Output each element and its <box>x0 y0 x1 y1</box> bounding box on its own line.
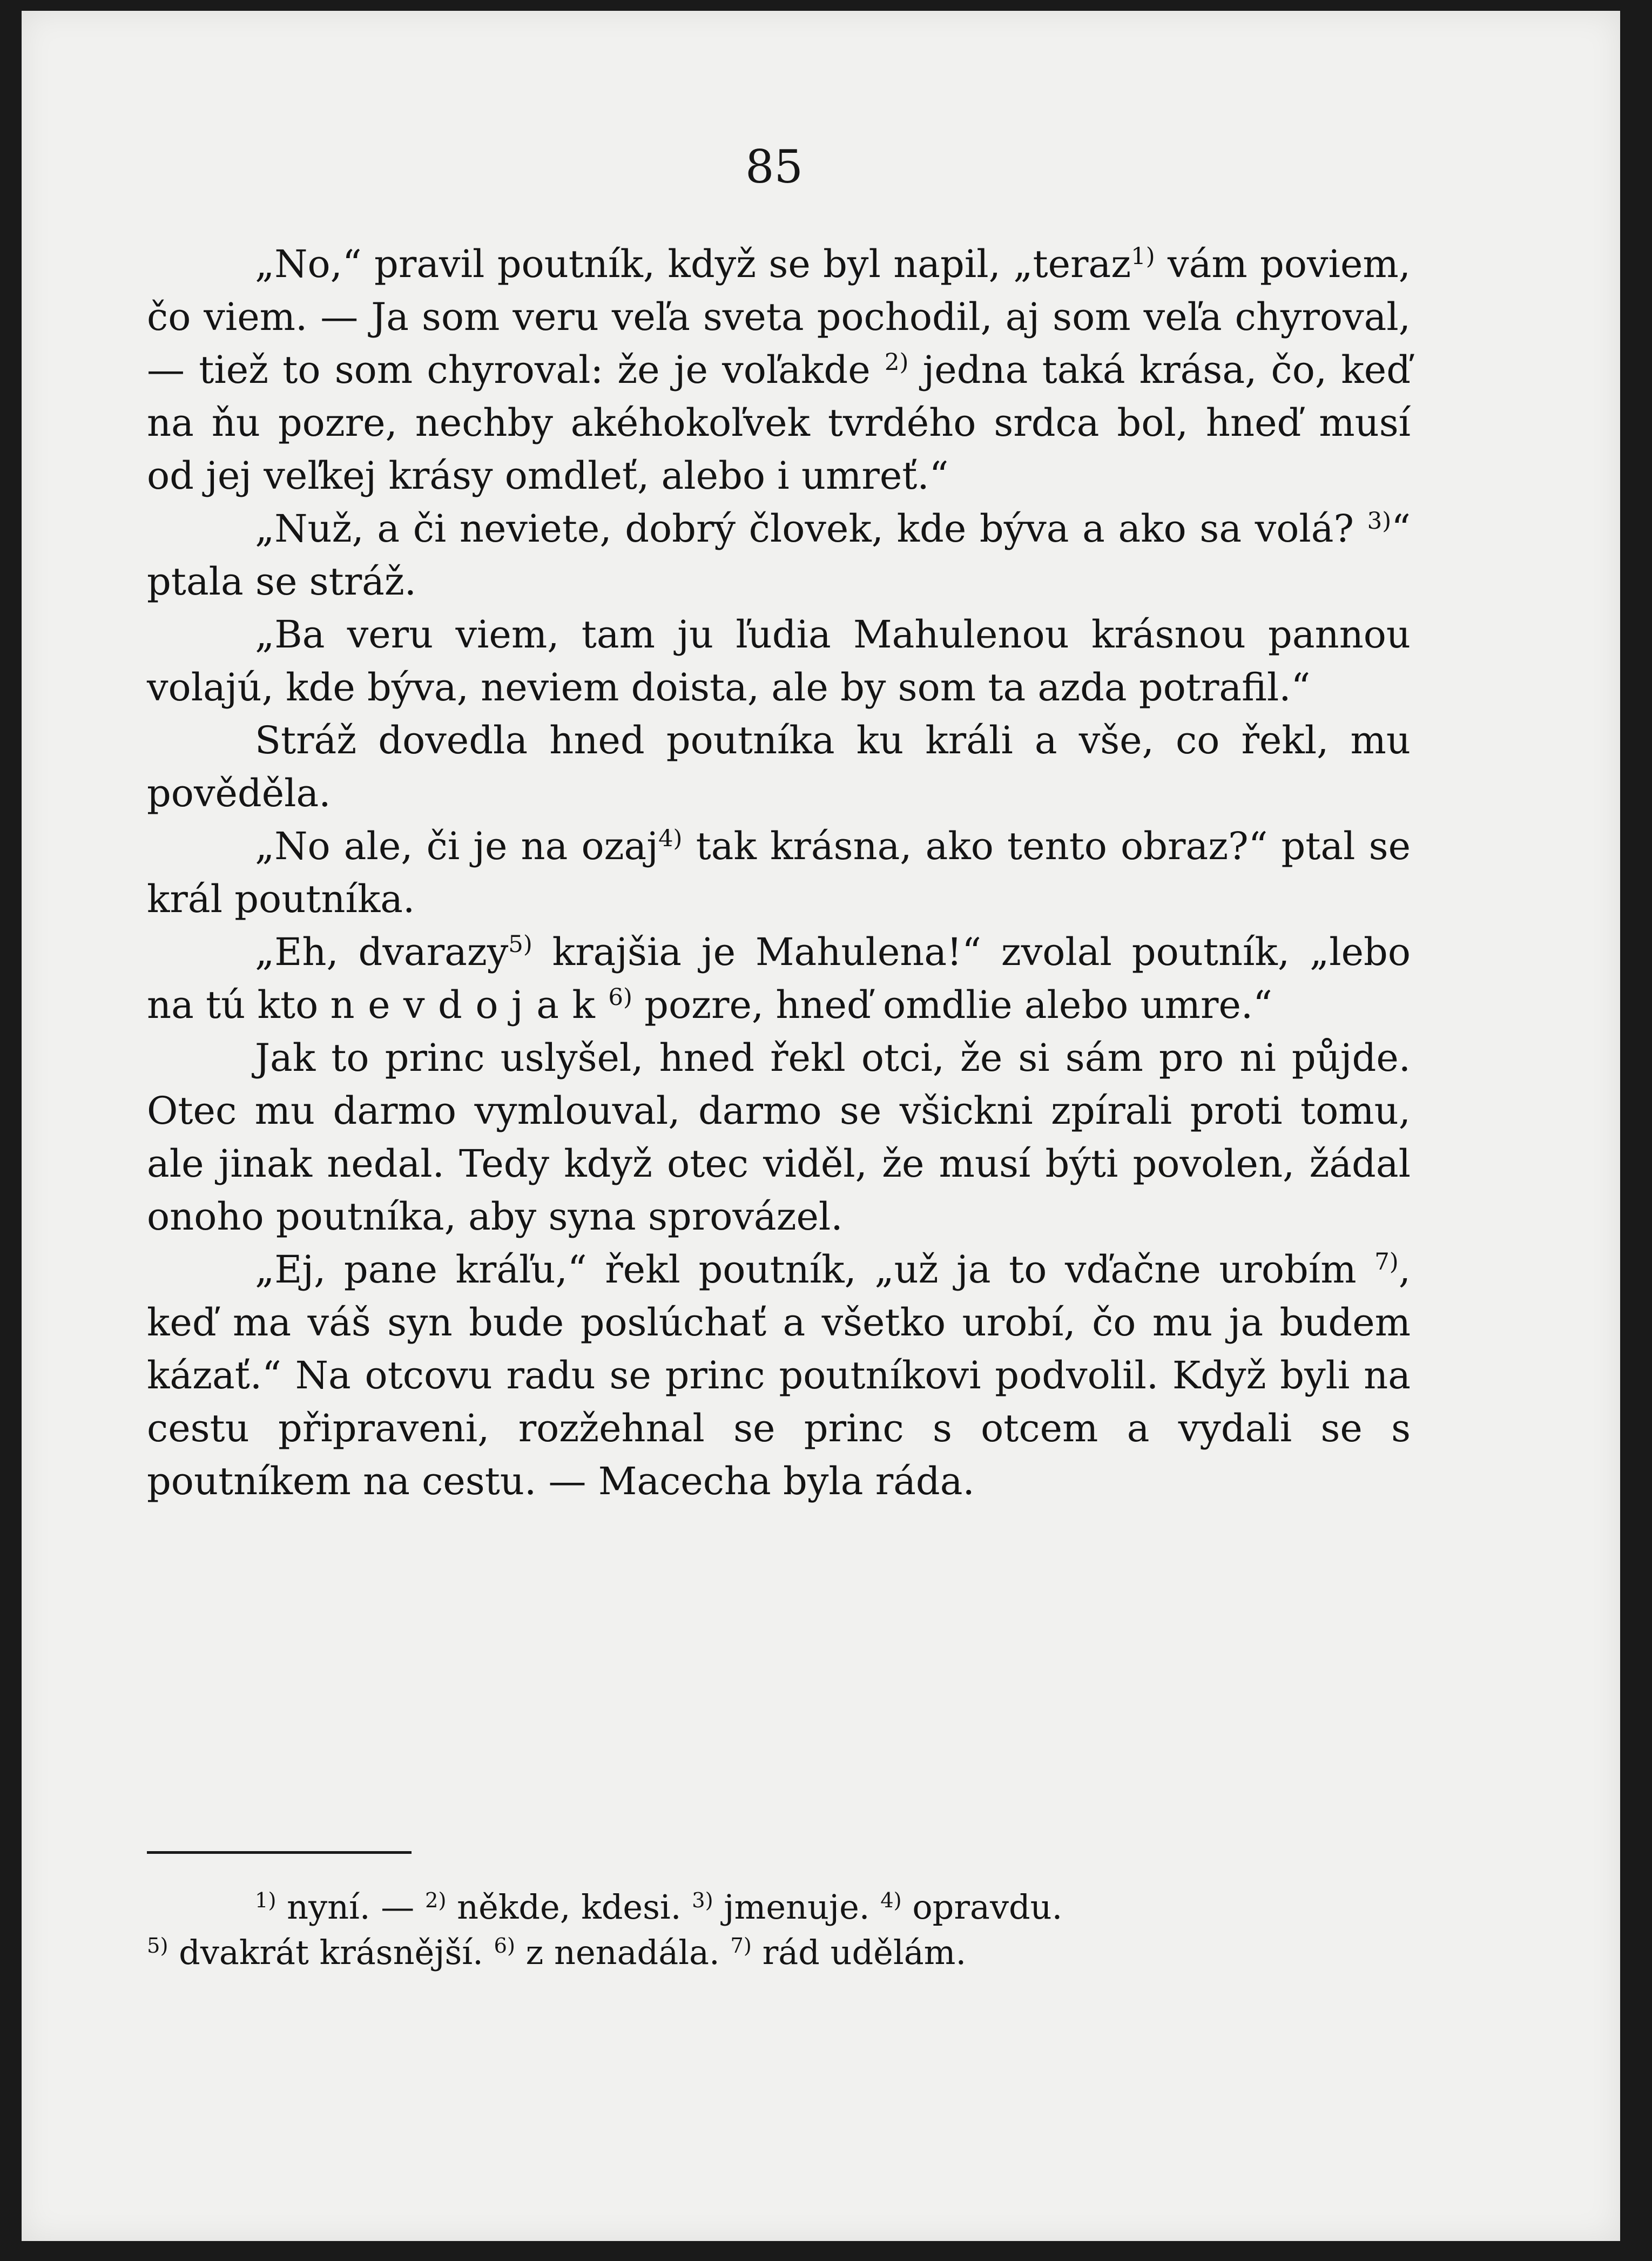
paragraph <box>147 714 1411 820</box>
paragraph <box>147 238 1411 502</box>
footnote-line <box>147 1885 1411 1930</box>
footnote-marker: 6) <box>494 1933 515 1958</box>
footnote-marker: 3) <box>1367 508 1392 535</box>
footnote-marker: 6) <box>608 984 632 1011</box>
footnote-marker: 5) <box>147 1933 168 1958</box>
footnote-marker: 2) <box>884 349 909 376</box>
paragraph <box>147 820 1411 926</box>
footnote-marker: 4) <box>658 825 683 853</box>
body-text <box>147 238 1411 1508</box>
text-run: pozre, hneď omdlie alebo umre.“ <box>632 983 1272 1027</box>
footnote-line <box>147 1930 1411 1975</box>
footnote-marker: 2) <box>425 1888 447 1913</box>
text-run: jmenuje. <box>713 1887 881 1927</box>
paragraph <box>147 608 1411 714</box>
footnote-marker: 1) <box>1131 243 1155 271</box>
emphasized-word: nevdojak <box>330 983 609 1027</box>
text-run: , keď ma váš syn bude poslúchať a všetko urobí, čo mu ja budem kázať.“ Na otcovu radu se princ poutníkovi podvolil. Když byli na cestu připraveni, rozžehnal se princ s otcem a vydali se s poutníkem na cestu. — Macecha byla ráda. <box>147 1247 1411 1503</box>
text-run: „No ale, či je na ozaj <box>255 824 658 868</box>
text-run: „Nuž, a či neviete, dobrý človek, kde býva a ako sa volá? <box>255 507 1367 551</box>
text-run: rád udělám. <box>751 1933 967 1972</box>
footnote-marker: 1) <box>255 1888 277 1913</box>
footnote-marker: 4) <box>880 1888 902 1913</box>
text-run: tak krásna, ako tento obraz?“ ptal se král poutníka. <box>147 824 1411 921</box>
text-run: „Ej, pane kráľu,“ řekl poutník, „už ja to vďačne urobím <box>255 1247 1375 1292</box>
paragraph <box>147 926 1411 1031</box>
footnote-marker: 7) <box>730 1933 752 1958</box>
text-run: „Eh, dvarazy <box>255 930 509 974</box>
footnotes <box>147 1885 1411 1975</box>
text-run: z nenadála. <box>515 1933 731 1972</box>
text-run: krajšia je Mahulena!“ zvolal poutník, „lebo na tú kto <box>147 930 1411 1027</box>
text-run: „Ba veru viem, tam ju ľudia Mahulenou krásnou pannou volajú, kde býva, neviem doista, ale by som ta azda potrafil.“ <box>147 612 1411 710</box>
footnote-marker: 5) <box>508 931 532 959</box>
footnote-marker: 3) <box>692 1888 713 1913</box>
text-run: dvakrát krásnější. <box>168 1933 494 1972</box>
paragraph <box>147 1243 1411 1508</box>
book-page <box>22 11 1620 2241</box>
text-run: „No,“ pravil poutník, když se byl napil, „teraz <box>255 242 1131 286</box>
text-run: Jak to princ uslyšel, hned řekl otci, že si sám pro ni půjde. Otec mu darmo vymlouval, darmo se všickni zpírali proti tomu, ale jinak nedal. Tedy když otec viděl, že musí býti povolen, žádal onoho poutníka, aby syna sprovázel. <box>147 1036 1411 1239</box>
paragraph <box>147 1031 1411 1243</box>
text-run: někde, kdesi. <box>446 1887 692 1927</box>
text-run: jedna taká krása, čo, keď na ňu pozre, nechby akéhokoľvek tvrdého srdca bol, hneď musí od jej veľkej krásy omdleť, alebo i umreť.“ <box>147 348 1411 498</box>
paragraph <box>147 502 1411 608</box>
page-number: 85 <box>745 140 803 193</box>
text-run: opravdu. <box>901 1887 1063 1927</box>
text-run: vám poviem, čo viem. — Ja som veru veľa sveta pochodil, aj som veľa chyroval, — tiež to som chyroval: že je voľakde <box>147 242 1411 392</box>
text-run: Stráž dovedla hned poutníka ku králi a vše, co řekl, mu pověděla. <box>147 718 1411 815</box>
footnote-marker: 7) <box>1374 1248 1399 1276</box>
text-run: nyní. — <box>276 1887 425 1927</box>
text-run: “ ptala se stráž. <box>147 507 1411 604</box>
footnote-divider <box>147 1851 412 1854</box>
